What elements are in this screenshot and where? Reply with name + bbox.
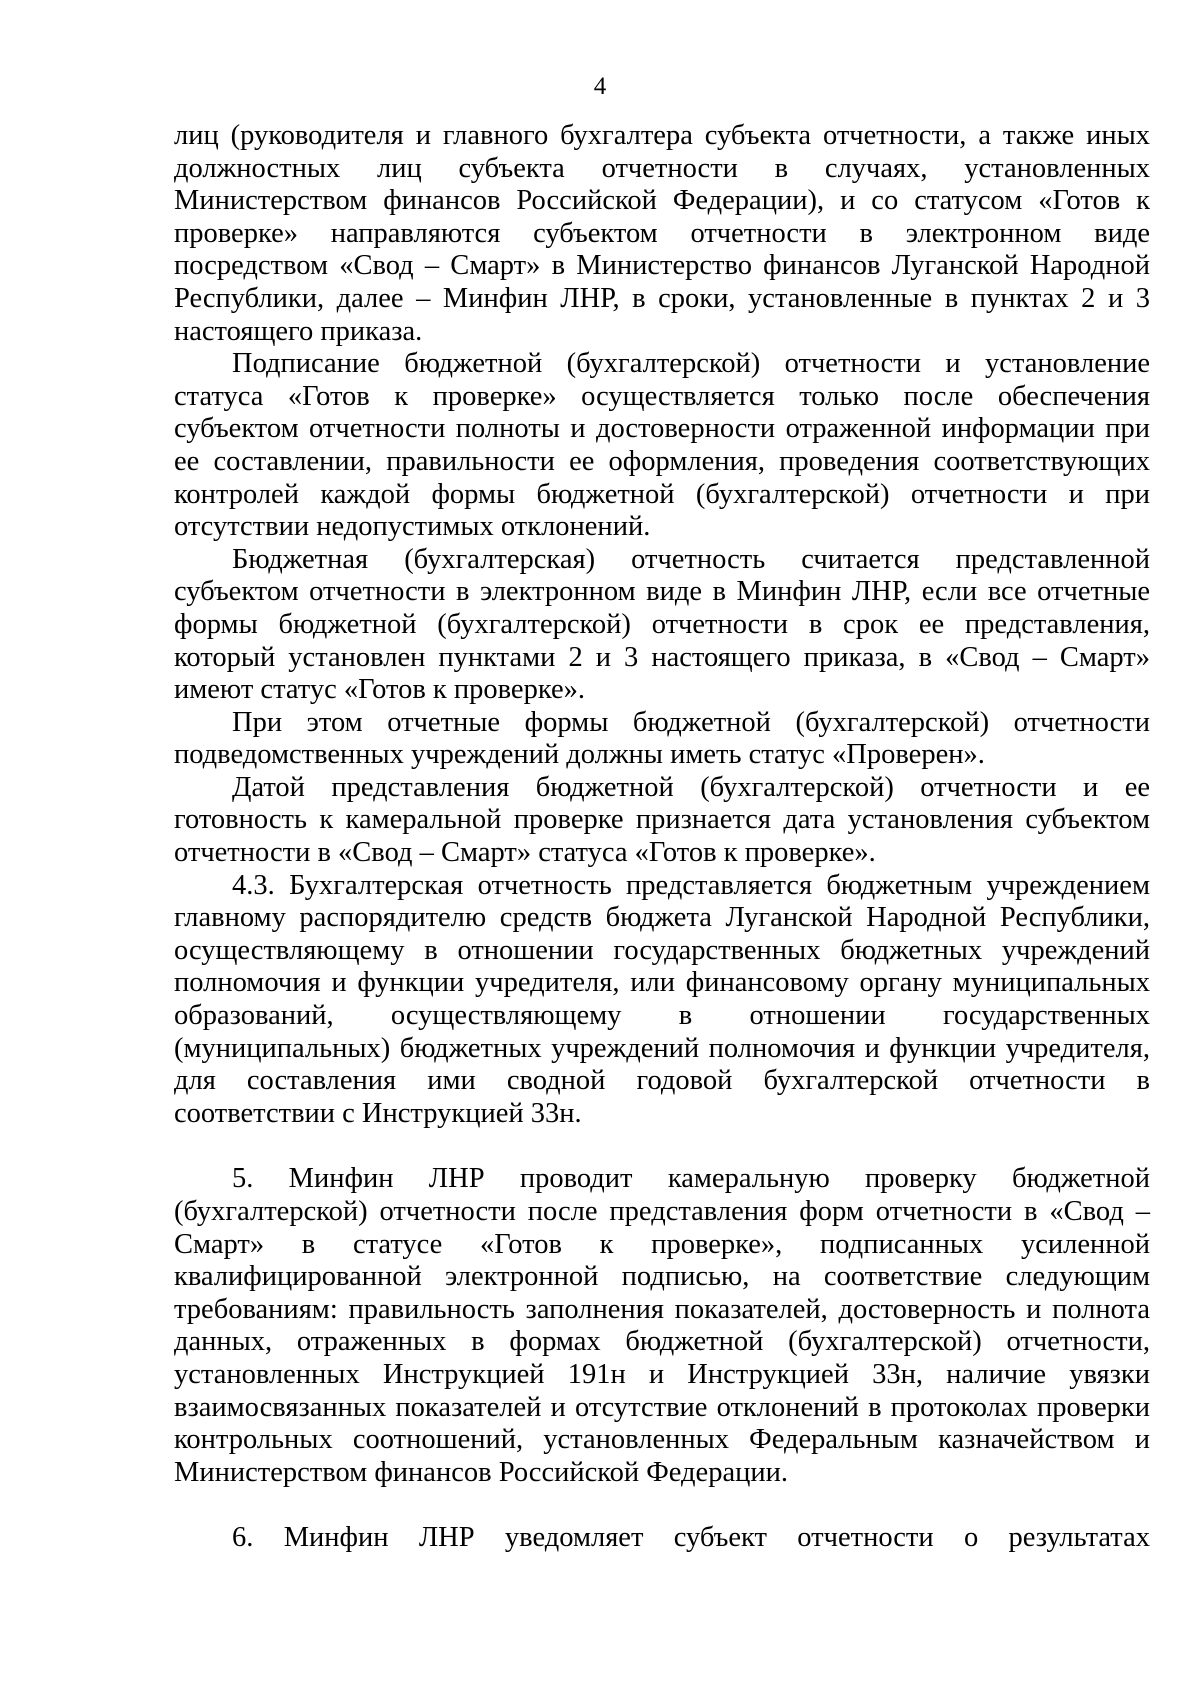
paragraph-submitted-condition: Бюджетная (бухгалтерская) отчетность считается представленной субъектом отчетности в электронном виде в Минфин ЛНР, если все отчетные формы бюджетной (бухгалтерской) отчетности в срок ее представления, который установлен пунктами 2 и 3 настоящего приказа, в «Свод – Смарт» имеют статус «Готов к проверке». <box>174 543 1150 706</box>
paragraph-5: 5. Минфин ЛНР проводит камеральную проверку бюджетной (бухгалтерской) отчетности после представления форм отчетности в «Свод – Смарт» в статусе «Готов к проверке», подписанных усиленной квалифицированной электронной подписью, на соответствие следующим требованиям: правильность заполнения показателей, достоверность и полнота данных, отраженных в формах бюджетной (бухгалтерской) отчетности, установленных Инструкцией 191н и Инструкцией 33н, наличие увязки взаимосвязанных показателей и отсутствие отклонений в протоколах проверки контрольных соотношений, установленных Федеральным казначейством и Министерством финансов Российской Федерации. <box>174 1163 1150 1488</box>
paragraph-subordinate-status: При этом отчетные формы бюджетной (бухгалтерской) отчетности подведомственных учреждений должны иметь статус «Проверен». <box>174 706 1150 771</box>
paragraph-4-3: 4.3. Бухгалтерская отчетность представляется бюджетным учреждением главному распорядителю средств бюджета Луганской Народной Республики, осуществляющему в отношении государственных бюджетных учреждений полномочия и функции учредителя, или финансовому органу муниципальных образований, осуществляющему в отношении государственных (муниципальных) бюджетных учреждений полномочия и функции учредителя, для составления ими сводной годовой бухгалтерской отчетности в соответствии с Инструкцией 33н. <box>174 869 1150 1129</box>
section-spacer <box>174 1489 1150 1522</box>
document-body <box>174 120 1150 1555</box>
section-spacer <box>174 1130 1150 1163</box>
paragraph-continuation: лиц (руководителя и главного бухгалтера субъекта отчетности, а также иных должностных лиц субъекта отчетности в случаях, установленных Министерством финансов Российской Федерации), и со статусом «Готов к проверке» направляются субъектом отчетности в электронном виде посредством «Свод – Смарт» в Министерство финансов Луганской Народной Республики, далее – Минфин ЛНР, в сроки, установленные в пунктах 2 и 3 настоящего приказа. <box>174 120 1150 347</box>
paragraph-signing-status: Подписание бюджетной (бухгалтерской) отчетности и установление статуса «Готов к проверке» осуществляется только после обеспечения субъектом отчетности полноты и достоверности отраженной информации при ее составлении, правильности ее оформления, проведения соответствующих контролей каждой формы бюджетной (бухгалтерской) отчетности и при отсутствии недопустимых отклонений. <box>174 348 1150 543</box>
page-number: 4 <box>593 73 607 100</box>
paragraph-6: 6. Минфин ЛНР уведомляет субъект отчетности о результатах <box>232 1522 1150 1554</box>
paragraph-submission-date: Датой представления бюджетной (бухгалтерской) отчетности и ее готовность к камеральной проверке признается дата установления субъектом отчетности в «Свод – Смарт» статуса «Готов к проверке». <box>174 771 1150 869</box>
